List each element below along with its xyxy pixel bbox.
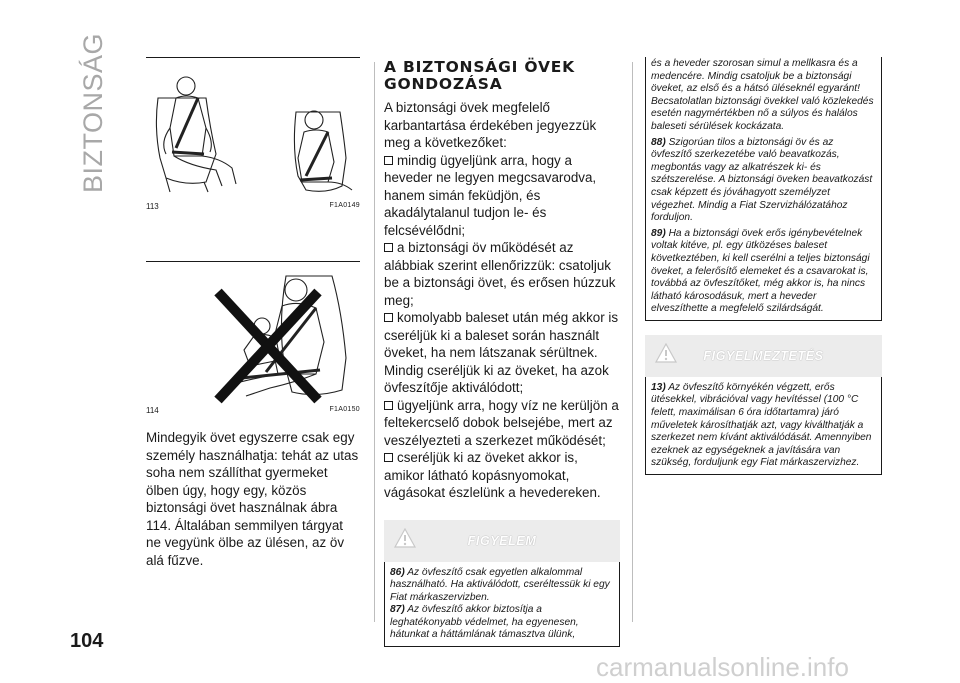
warning-panel	[384, 520, 620, 648]
warning-continuation: és a heveder szorosan simul a mellkasra és a medencére. Mindig csatoljuk be a biztonsági öveket, az első és a hátsó üléseknél egyaránt! Becsatolatlan biztonsági övekkel való közlekedés esetén nagymértékben nő a súlyos és halálos baleseti sérülések kockázata. 88) Szigorúan tilos a biztonsági öv és az övfeszítő szerkezetébe való beavatkozás, megbontás vagy az alkatrészek ki- és szétszerelése. A biztonsági öveken beavatkozást csak képzett és jóváhagyott személyzet végezhet. Mindig a Fiat Szervizhálózatához forduljon. 89) Ha a biztonsági övek erős igénybevételnek voltak kitéve, pl. egy ütközéses baleset következtében, ki kell cserélni a teljes biztonsági öveket, a felerősítő elemeket és a csavarokat is, továbbá az övfeszítőket, még akkor is, ha nincs látható károsodásuk, mert a heveder elveszíthette a megfelelő szilárdságát.	[645, 57, 882, 321]
watermark: carmanualsonline.info	[596, 652, 849, 682]
checkbox-square-icon	[384, 401, 393, 410]
warning-triangle-icon	[655, 343, 677, 363]
column-1	[146, 57, 360, 569]
checkbox-square-icon	[384, 453, 393, 462]
figure-code: F1A0149	[329, 202, 360, 209]
list-item: ügyeljünk arra, hogy víz ne kerüljön a feltekercselő dobok belsejébe, mert az veszélyezteti a szerkezet működését;	[384, 397, 619, 448]
warning-header	[384, 520, 620, 562]
notice-content	[645, 377, 882, 475]
notice-header	[645, 335, 882, 377]
warning-content	[384, 562, 620, 648]
column-2	[384, 57, 620, 647]
notice-label: FIGYELMEZTETÉS	[703, 348, 824, 363]
checkbox-square-icon	[384, 156, 393, 165]
warning-item: 89) Ha a biztonsági övek erős igénybevételnek voltak kitéve, pl. egy ütközéses baleset következtében, ki kell cserélni a teljes biztonsági öveket, a felerősítő elemeket és a csavarokat is, továbbá az övfeszítőket, még akkor is, ha nincs látható károsodásuk, mert a heveder elveszíthette a megfelelő szilárdságát.	[651, 227, 870, 315]
seatbelt-illustration-adults	[146, 58, 360, 200]
section-title: BIZTONSÁG	[78, 32, 108, 193]
list-item: a biztonsági öv működését az alábbiak szerint ellenőrizzük: csatoljuk be a biztonsági övet, és erősen húzzuk meg;	[384, 240, 616, 308]
intro-paragraph: A biztonsági övek megfelelő karbantartása érdekében jegyezzük meg a következőket:	[384, 100, 597, 150]
notice-item: 13) Az övfeszítő környékén végzett, erős ütésekkel, vibrációval vagy hevítéssel (100 °C felett, maximálisan 6 óra időtartamra) járó műveletek károsíthatják azt, vagy kiválthatják a szerkezet nem kívánt aktiválódását. Amennyiben ezeknek az egységeknek a javítására van szükség, forduljunk egy Fiat márkaszervizhez.	[651, 381, 872, 469]
warning-item: 87) Az övfeszítő akkor biztosítja a leghatékonyabb védelmet, ha egyenesen, hátunkat a háttámlának támasztva ülünk,	[390, 604, 579, 641]
warning-triangle-icon	[394, 528, 416, 548]
figure-114	[146, 262, 360, 415]
list-item: cseréljük ki az öveket akkor is, amikor látható kopásnyomokat, vágásokat észlelünk a hevedereken.	[384, 450, 601, 500]
notice-panel	[645, 335, 882, 475]
figure-number: 114	[146, 406, 159, 415]
section-heading: A BIZTONSÁGI ÖVEK GONDOZÁSA	[384, 58, 575, 93]
child-lap-paragraph: Mindegyik övet egyszerre csak egy személy használhatja: tehát az utas soha nem szállíthat gyermeket ölben úgy, hogy egy, közös biztonsági övet használnak ábra 114. Általában semmilyen tárgyat ne vegyünk ölbe az ülésen, az öv alá fűzve.	[146, 430, 359, 568]
column-divider	[632, 62, 633, 622]
list-item: mindig ügyeljünk arra, hogy a heveder ne legyen megcsavarodva, hanem simán feküdjön, és akadálytalanul tudjon le- és felcsévélődni;	[384, 152, 597, 238]
column-divider	[374, 62, 375, 622]
seatbelt-illustration-child-on-lap	[146, 262, 360, 404]
checkbox-square-icon	[384, 313, 393, 322]
care-bullet-list	[384, 152, 620, 502]
warning-item: 88) Szigorúan tilos a biztonsági öv és az övfeszítő szerkezetébe való beavatkozás, megbontás vagy az alkatrészek ki- és szétszerelése. A biztonsági öveken beavatkozást csak képzett és jóváhagyott személyzet végezhet. Mindig a Fiat Szervizhálózatához forduljon.	[651, 136, 873, 224]
list-item: komolyabb baleset után még akkor is cseréljük ki a baleset során használt öveket, ha nem látszanak sérültnek. Mindig cseréljük ki az öveket, ha azok övfeszítője aktiválódott;	[384, 310, 619, 395]
figure-113	[146, 58, 360, 211]
warning-item: 86) Az övfeszítő csak egyetlen alkalommal használható. Ha aktiválódott, cseréltessük ki egy Fiat márkaszervizben.	[390, 566, 610, 603]
column-3	[645, 57, 882, 475]
checkbox-square-icon	[384, 243, 393, 252]
figure-number: 113	[146, 202, 159, 211]
figure-caption	[146, 202, 360, 211]
figure-code: F1A0150	[329, 406, 360, 413]
figure-caption	[146, 406, 360, 415]
warning-label: FIGYELEM	[467, 533, 537, 548]
page-number: 104	[70, 630, 104, 652]
